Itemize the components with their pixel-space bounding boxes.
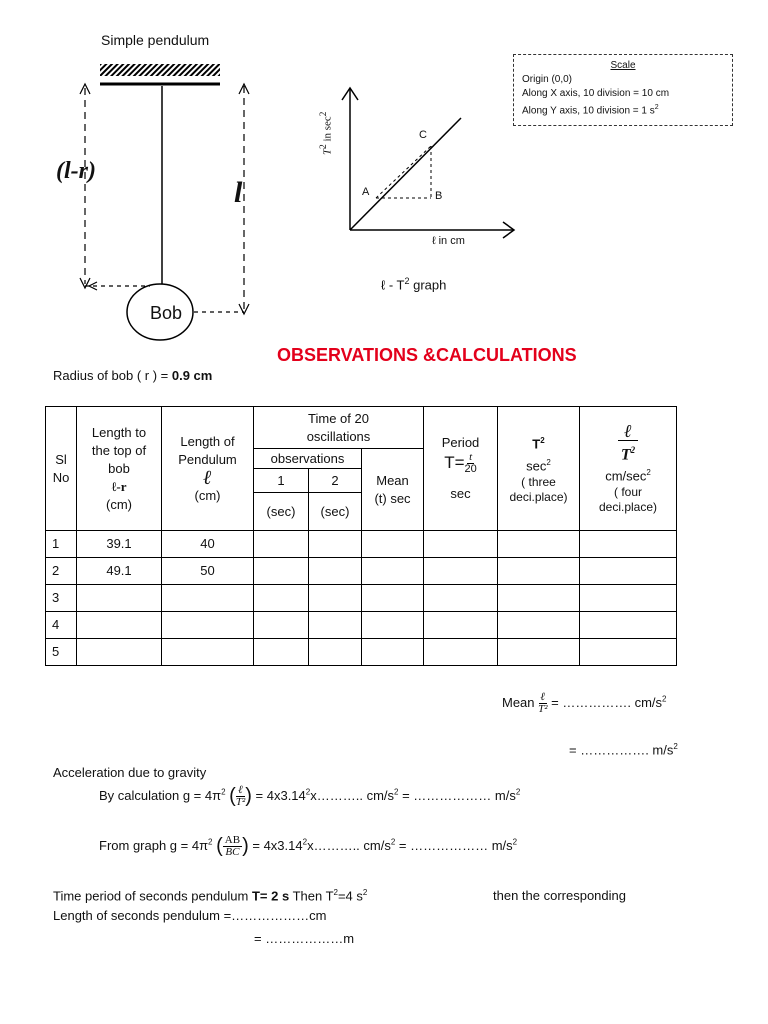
header-time: Time of 20 oscillations [254, 407, 424, 449]
l-t2-graph [300, 78, 530, 263]
graph-x-label: ℓ in cm [432, 235, 465, 247]
cell-period[interactable] [424, 612, 498, 639]
cell-period[interactable] [424, 639, 498, 666]
cell-obs-1[interactable] [254, 612, 309, 639]
cell-t-squared[interactable] [498, 612, 580, 639]
cell-mean[interactable] [362, 585, 424, 612]
seconds-pendulum-line-1-end: then the corresponding [493, 888, 626, 903]
cell-sl: 1 [46, 531, 77, 558]
header-length-pendulum: Length of Pendulum ℓ (cm) [162, 407, 254, 531]
support-hatch [100, 64, 220, 76]
cell-obs-1[interactable] [254, 558, 309, 585]
header-observations: observations [254, 449, 362, 469]
header-length-top: Length to the top of bob ℓ-r (cm) [77, 407, 162, 531]
header-t-squared: $T^2$ $\sec^2$ ( three deci.place) [498, 407, 580, 531]
cell-obs-2[interactable] [309, 612, 362, 639]
cell-sl: 2 [46, 558, 77, 585]
table-row [46, 531, 677, 558]
cell-sl: 5 [46, 639, 77, 666]
graph-y-label: $T^2$ in $\sec^2$ [318, 111, 334, 155]
graph-line [350, 118, 461, 230]
cell-t-squared[interactable] [498, 585, 580, 612]
table-row [46, 639, 677, 666]
cell-l-over-t-squared[interactable] [580, 639, 677, 666]
cell-t-squared[interactable] [498, 531, 580, 558]
cell-mean[interactable] [362, 531, 424, 558]
cell-l-minus-r: 49.1 [77, 558, 162, 585]
header-sec-1: (sec) [254, 493, 309, 531]
cell-obs-2[interactable] [309, 558, 362, 585]
cell-period[interactable] [424, 585, 498, 612]
cell-mean[interactable] [362, 558, 424, 585]
header-obs-2: 2 [309, 469, 362, 493]
cell-obs-1[interactable] [254, 531, 309, 558]
scale-heading: Scale [610, 60, 636, 71]
gravity-heading: Acceleration due to gravity [53, 765, 207, 780]
seconds-pendulum-line-1: Time period of seconds pendulum T= 2 s Then $T^2=4$ $s^2$ [53, 888, 368, 904]
cell-l [162, 639, 254, 666]
graph-caption: ℓ - $T^2$ graph [381, 276, 447, 293]
cell-t-squared[interactable] [498, 558, 580, 585]
seconds-pendulum-line-3: = ………………m [254, 931, 355, 946]
cell-sl: 4 [46, 612, 77, 639]
scale-line-3: Along Y axis, 10 division = 1 $s^2$ [522, 104, 659, 117]
gravity-from-graph: From graph $g = 4\pi^2$ ( $\frac{AB}{BC}$ ) = $4x3.14^2x\dots\dots\dots$.. $cm/s^2$ = ……………… $m/s^2$ [99, 834, 518, 858]
mean-line-2: = ……………. $m/s^2$ [569, 742, 678, 758]
point-c: C [419, 129, 427, 141]
table-row [46, 558, 677, 585]
label-l-minus-r: (l-r) [56, 158, 96, 184]
graph-line-dashed [376, 146, 431, 198]
cell-period[interactable] [424, 531, 498, 558]
cell-l-over-t-squared[interactable] [580, 585, 677, 612]
cell-obs-1[interactable] [254, 585, 309, 612]
observation-table [45, 406, 677, 666]
cell-l [162, 612, 254, 639]
cell-l-minus-r [77, 639, 162, 666]
cell-period[interactable] [424, 558, 498, 585]
cell-obs-1[interactable] [254, 639, 309, 666]
scale-line-1: Origin (0,0) [522, 74, 573, 85]
point-b: B [435, 190, 443, 202]
cell-obs-2[interactable] [309, 531, 362, 558]
cell-mean[interactable] [362, 612, 424, 639]
header-l-over-t-squared: $\frac{\text{ℓ}}{T^2}$ $cm/\sec^2$ ( four deci.place) [580, 407, 677, 531]
mean-line-1: Mean $\frac{\text{ℓ}}{\text{T²}}$ = ……………. $cm/s^2$ [502, 691, 667, 715]
cell-mean[interactable] [362, 639, 424, 666]
cell-l-minus-r [77, 612, 162, 639]
table-row [46, 585, 677, 612]
pendulum-title: Simple pendulum [101, 32, 210, 48]
cell-l-minus-r: 39.1 [77, 531, 162, 558]
cell-l-over-t-squared[interactable] [580, 531, 677, 558]
cell-l [162, 585, 254, 612]
table-row [46, 612, 677, 639]
header-sec-2: (sec) [309, 493, 362, 531]
seconds-pendulum-line-2: Length of seconds pendulum =………………cm [53, 908, 327, 923]
cell-t-squared[interactable] [498, 639, 580, 666]
header-slno: Sl No [46, 407, 77, 531]
cell-l: 50 [162, 558, 254, 585]
header-obs-1: 1 [254, 469, 309, 493]
radius-line: Radius of bob ( r ) = 0.9 cm [53, 368, 213, 383]
cell-l-over-t-squared[interactable] [580, 612, 677, 639]
cell-obs-2[interactable] [309, 639, 362, 666]
observations-heading: OBSERVATIONS &CALCULATIONS [277, 345, 577, 365]
scale-box [513, 54, 733, 126]
scale-line-2: Along X axis, 10 division = 10 cm [522, 88, 670, 99]
cell-l-over-t-squared[interactable] [580, 558, 677, 585]
point-a: A [362, 186, 370, 198]
header-period: Period T= $\frac{t}{20}$ sec [424, 407, 498, 531]
cell-l: 40 [162, 531, 254, 558]
cell-l-minus-r [77, 585, 162, 612]
label-l: l [234, 176, 243, 209]
cell-sl: 3 [46, 585, 77, 612]
gravity-by-calculation: By calculation $g = 4\pi^2$ ( $\frac{\text{ℓ}}{\text{T²}}$ ) = $4x3.14^2x\dots\dots\dots$.. $cm/s^2$ = ……………… $m/s^2$ [99, 784, 521, 808]
cell-obs-2[interactable] [309, 585, 362, 612]
header-mean: Mean (t) sec [362, 449, 424, 531]
bob-label: Bob [150, 303, 183, 323]
